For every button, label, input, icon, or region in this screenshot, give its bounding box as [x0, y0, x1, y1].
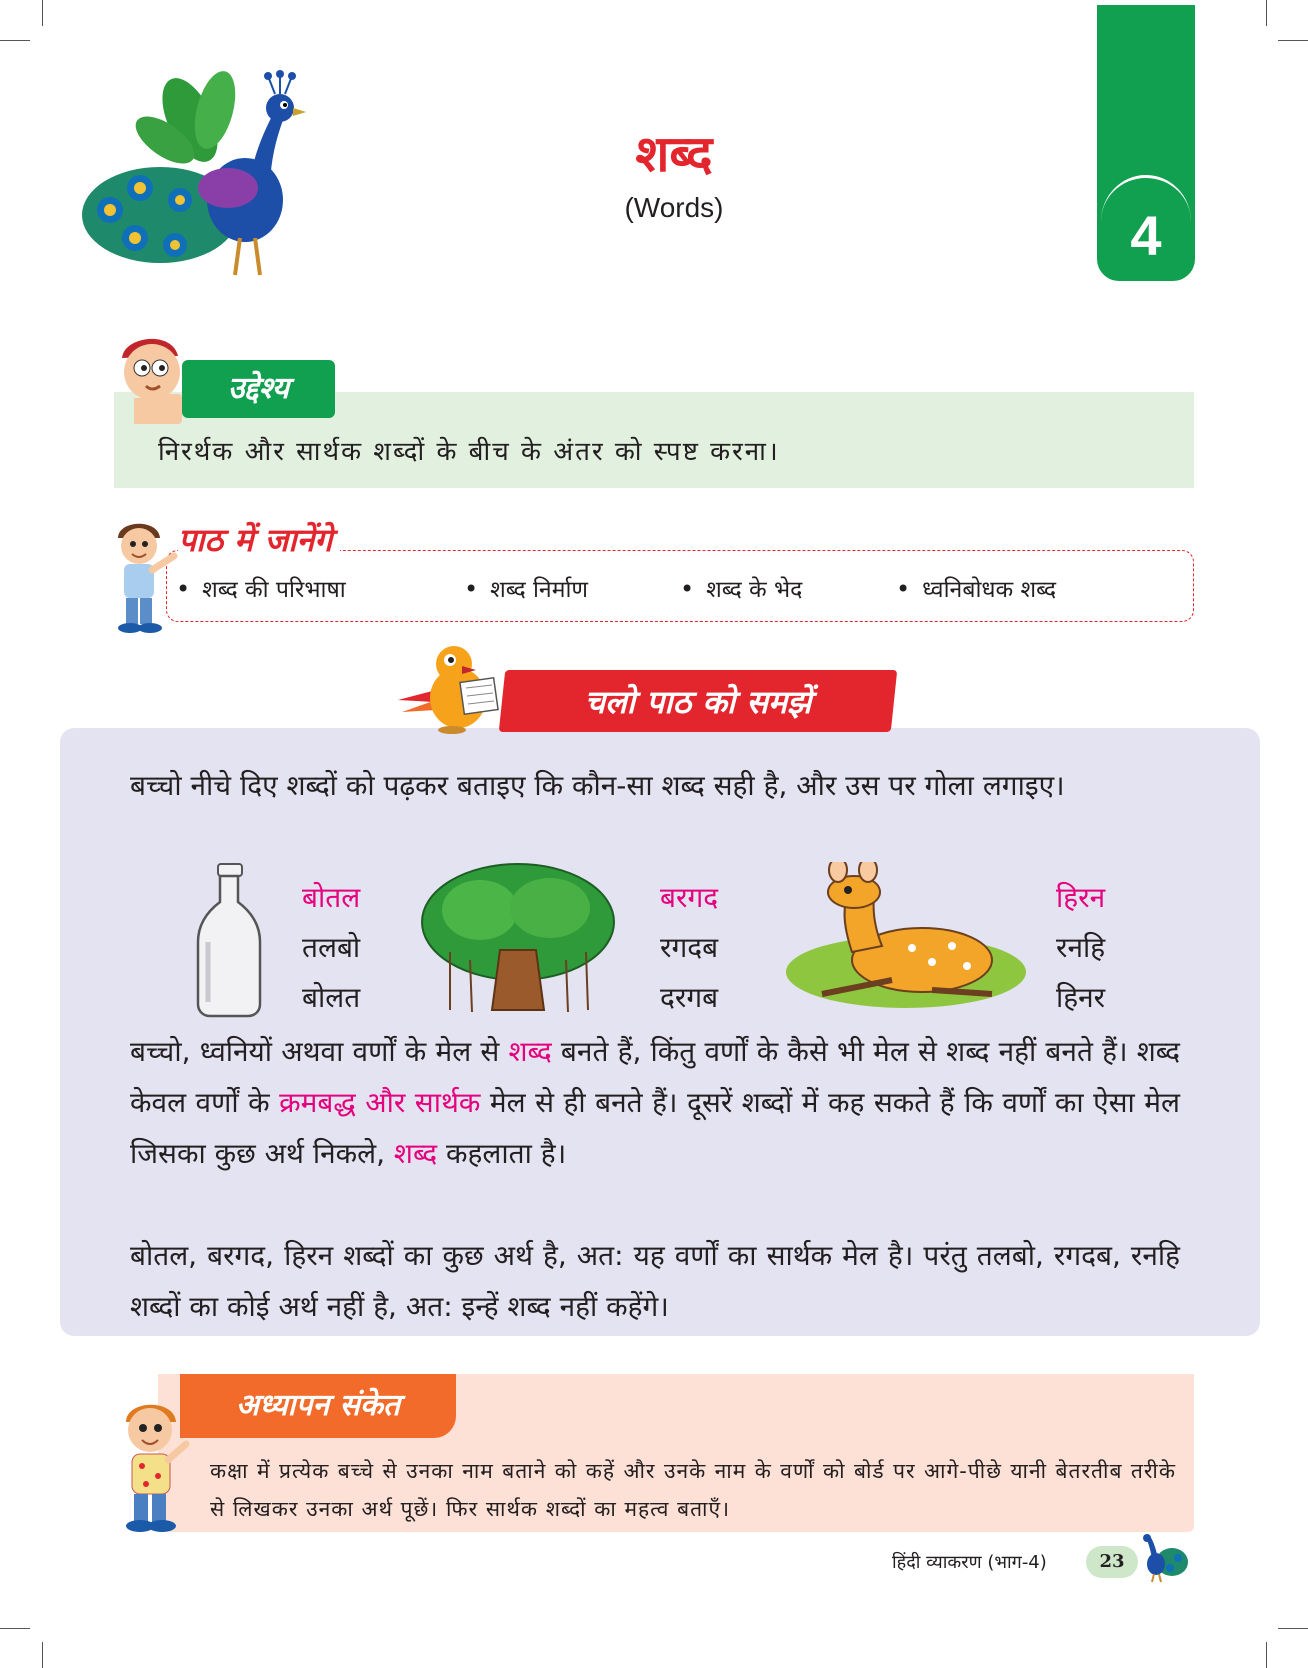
word-option[interactable]: हिनर [1056, 981, 1106, 1014]
learn-topic-item: • ध्वनिबोधक शब्द [896, 572, 1056, 604]
word-option-correct[interactable]: हिरन [1056, 881, 1106, 914]
learn-topic-item: • शब्द के भेद [680, 572, 802, 604]
teaching-hint-text: कक्षा में प्रत्येक बच्चे से उनका नाम बताने को कहें और उनके नाम के वर्णों को बोर्ड पर आगे-पीछे यानी बेतरतीब तरीके से लिखकर उनका अर्थ पूछें। फिर सार्थक शब्दों का महत्व बताएँ। [210, 1459, 1176, 1521]
word-option[interactable]: रगदब [660, 931, 719, 964]
page-number: 23 [1086, 1546, 1138, 1578]
objective-text: निरर्थक और सार्थक शब्दों के बीच के अंतर को स्पष्ट करना। [158, 437, 780, 467]
word-option-correct[interactable]: बरगद [660, 881, 719, 914]
chapter-subtitle: (Words) [624, 192, 724, 223]
highlight-term: शब्द [393, 1137, 438, 1170]
word-option-correct[interactable]: बोतल [302, 881, 361, 914]
example-paragraph: बोतल, बरगद, हिरन शब्दों का कुछ अर्थ है, अत: यह वर्णों का सार्थक मेल है। परंतु तलबो, रगदब, रनहि शब्दों का कोई अर्थ नहीं है, अत: इन्हें शब्द नहीं कहेंगे। [130, 1239, 1180, 1323]
highlight-term: क्रमबद्ध और सार्थक [279, 1086, 481, 1119]
word-option[interactable]: बोलत [302, 981, 361, 1014]
learn-topic-item: • शब्द निर्माण [464, 572, 588, 604]
lesson-instruction: बच्चो नीचे दिए शब्दों को पढ़कर बताइए कि कौन-सा शब्द सही है, और उस पर गोला लगाइए। [130, 769, 1065, 802]
objective-label: उद्देश्य [182, 360, 335, 418]
section-banner-label: चलो पाठ को समझें [584, 683, 812, 721]
highlight-term: शब्द [508, 1035, 552, 1068]
chapter-title: शब्द [635, 125, 713, 183]
chapter-number: 4 [1130, 204, 1162, 267]
learn-topic-item: • शब्द की परिभाषा [176, 572, 346, 604]
bird-reading-icon [396, 640, 506, 736]
word-definition-paragraph: बच्चो, ध्वनियों अथवा वर्णों के मेल से शब्द बनते हैं, किंतु वर्णों के कैसे भी मेल से शब्द नहीं बनते हैं। शब्द केवल वर्णों के क्रमबद्ध और सार्थक मेल से ही बनते हैं। दूसरें शब्दों में कह सकते हैं कि वर्णों का ऐसा मेल जिसका कुछ अर्थ निकले, शब्द कहलाता है। [130, 1035, 1180, 1170]
teaching-hint-label: अध्यापन संकेत [180, 1374, 456, 1438]
boy-pointing-icon [108, 518, 182, 636]
banyan-tree-picture [420, 860, 616, 1020]
boy-peeking-icon [112, 328, 190, 424]
deer-picture [782, 862, 1028, 1012]
bottle-picture [190, 862, 268, 1018]
peacock-footer-icon [1138, 1532, 1190, 1584]
word-option[interactable]: तलबो [302, 931, 361, 964]
word-option[interactable]: रनहि [1056, 931, 1106, 964]
book-title-footer: हिंदी व्याकरण (भाग-4) [892, 1552, 1047, 1573]
word-option[interactable]: दरगब [660, 981, 719, 1014]
chapter-tab [1097, 5, 1195, 281]
learn-topics-label: पाठ में जानेंगे [178, 518, 340, 561]
